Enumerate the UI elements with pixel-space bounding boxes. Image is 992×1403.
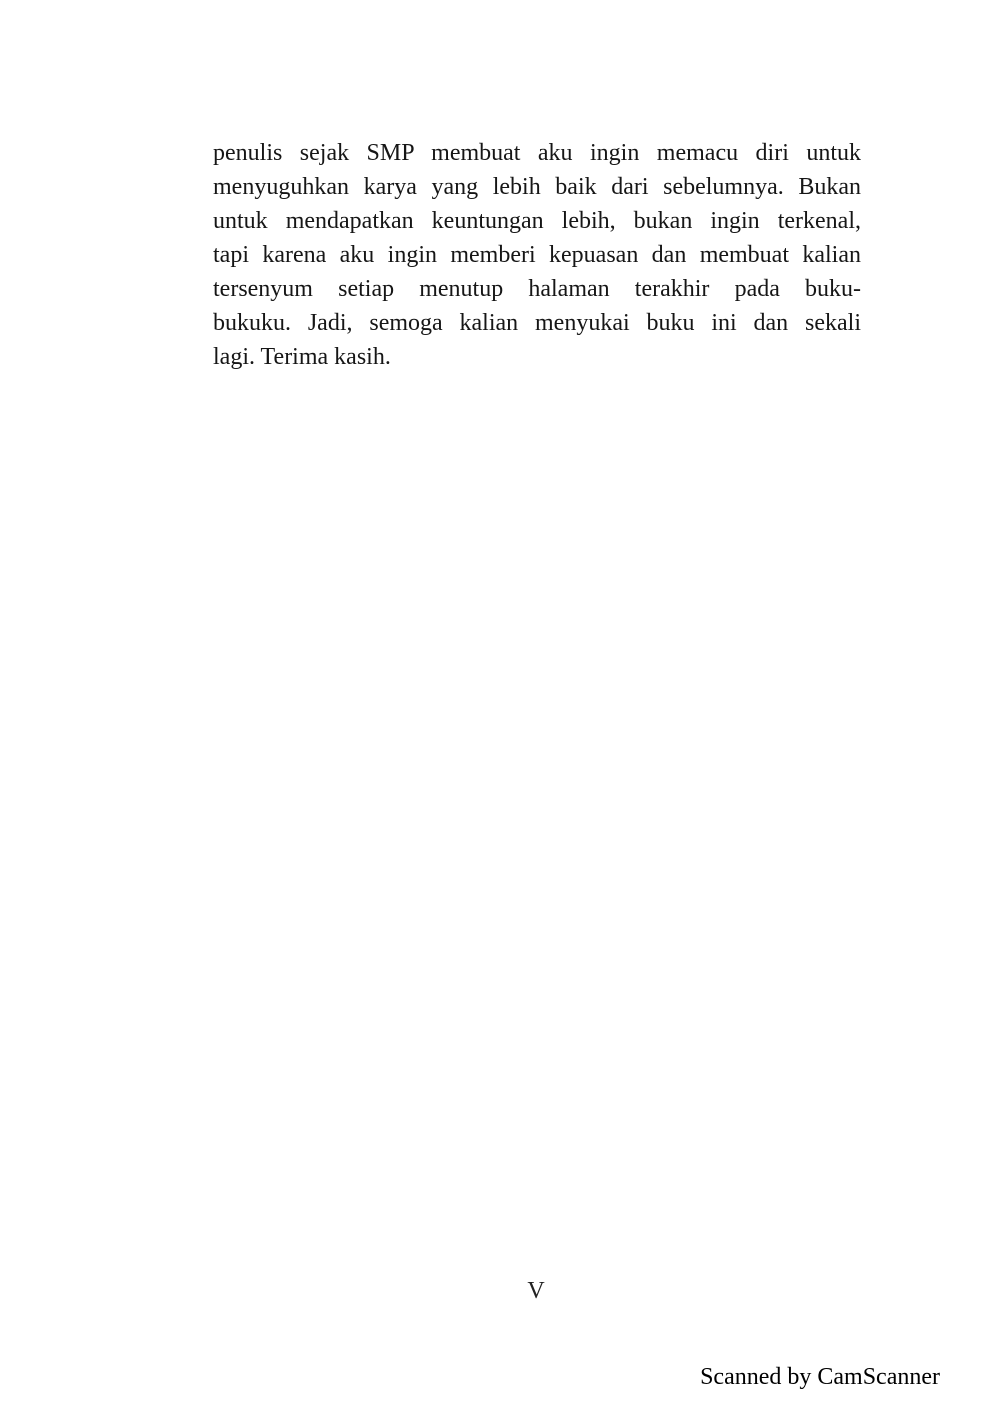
paragraph-line: bukuku. Jadi, semoga kalian menyukai buku ini dan sekali [213,310,861,336]
page-number: V [527,1278,545,1304]
scanner-watermark: Scanned by CamScanner [700,1364,940,1390]
paragraph-line: tersenyum setiap menutup halaman terakhir pada buku- [213,276,861,302]
paragraph-line: penulis sejak SMP membuat aku ingin memacu diri untuk [213,140,861,166]
paragraph-line: tapi karena aku ingin memberi kepuasan dan membuat kalian [213,242,861,268]
body-paragraph [213,136,861,374]
paragraph-line: untuk mendapatkan keuntungan lebih, bukan ingin terkenal, [213,208,861,234]
paragraph-line: lagi. Terima kasih. [213,344,391,370]
paragraph-line: menyuguhkan karya yang lebih baik dari sebelumnya. Bukan [213,174,861,200]
